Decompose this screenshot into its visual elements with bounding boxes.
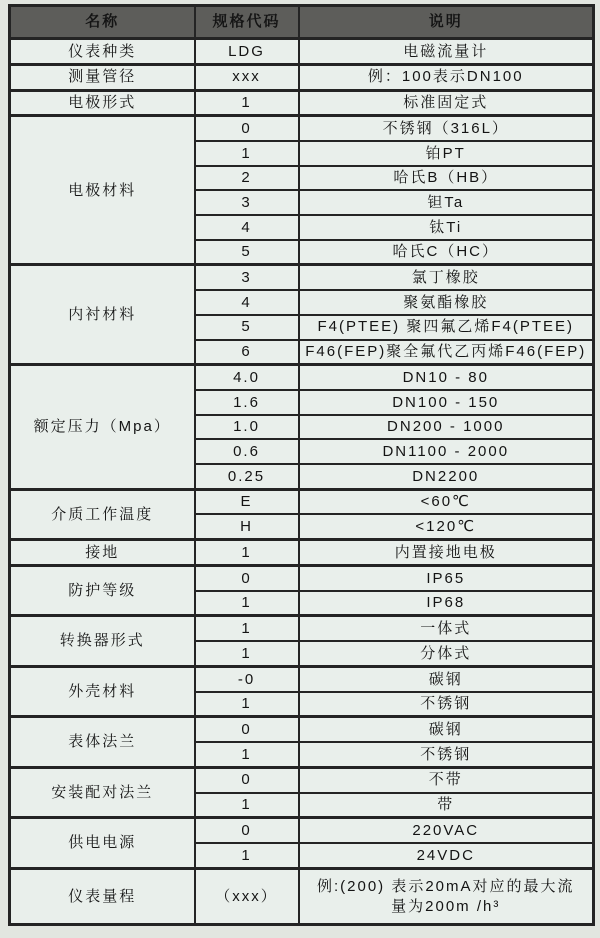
row-group-name: 仪表量程	[10, 869, 195, 925]
row-group-name: 供电电源	[10, 818, 195, 869]
code-cell: 0	[195, 818, 299, 843]
code-cell: 1	[195, 793, 299, 818]
row-group-name: 外壳材料	[10, 666, 195, 716]
table-row	[10, 540, 594, 566]
desc-cell: 聚氨酯橡胶	[299, 290, 594, 315]
desc-cell: 220VAC	[299, 818, 594, 843]
desc-cell: DN200 - 1000	[299, 415, 594, 440]
code-cell: 0	[195, 717, 299, 742]
row-group-name: 仪表种类	[10, 39, 195, 65]
row-group-name: 接地	[10, 540, 195, 566]
table-row	[10, 116, 594, 141]
desc-cell: 标准固定式	[299, 90, 594, 116]
code-cell: LDG	[195, 39, 299, 65]
desc-cell: DN1100 - 2000	[299, 439, 594, 464]
desc-cell: 带	[299, 793, 594, 818]
code-cell: 5	[195, 315, 299, 340]
code-cell: 1	[195, 141, 299, 166]
desc-cell: 钽Ta	[299, 190, 594, 215]
code-cell: 1	[195, 591, 299, 616]
code-cell: 2	[195, 166, 299, 191]
desc-cell: 碳钢	[299, 666, 594, 691]
row-group-name: 安装配对法兰	[10, 767, 195, 817]
table-row	[10, 818, 594, 843]
table-row	[10, 616, 594, 641]
code-cell: 4	[195, 290, 299, 315]
desc-cell: 钛Ti	[299, 215, 594, 240]
code-cell: 3	[195, 190, 299, 215]
code-cell: -0	[195, 666, 299, 691]
row-group-name: 转换器形式	[10, 616, 195, 666]
header-col-desc: 说明	[299, 6, 594, 39]
code-cell: H	[195, 514, 299, 539]
row-group-name: 测量管径	[10, 64, 195, 90]
table-row	[10, 565, 594, 590]
code-cell: 6	[195, 340, 299, 365]
code-cell: 1	[195, 692, 299, 717]
row-group-name: 电极材料	[10, 116, 195, 265]
table-row	[10, 365, 594, 390]
table-row	[10, 717, 594, 742]
table-row	[10, 39, 594, 65]
desc-cell: 内置接地电极	[299, 540, 594, 566]
spec-table-body	[10, 39, 594, 925]
code-cell: 1	[195, 616, 299, 641]
code-cell: 1	[195, 90, 299, 116]
desc-cell: IP68	[299, 591, 594, 616]
table-row	[10, 869, 594, 925]
desc-cell: 例：100表示DN100	[299, 64, 594, 90]
table-row	[10, 64, 594, 90]
desc-cell: 例:(200) 表示20mA对应的最大流量为200m /h³	[299, 869, 594, 925]
code-cell: 4	[195, 215, 299, 240]
desc-cell: F46(FEP)聚全氟代乙丙烯F46(FEP)	[299, 340, 594, 365]
code-cell: 0	[195, 565, 299, 590]
row-group-name: 内衬材料	[10, 265, 195, 365]
code-cell: 5	[195, 240, 299, 265]
table-row	[10, 265, 594, 290]
code-cell: 3	[195, 265, 299, 290]
desc-cell: 不锈钢	[299, 742, 594, 767]
desc-cell: 碳钢	[299, 717, 594, 742]
row-group-name: 电极形式	[10, 90, 195, 116]
header-col-code: 规格代码	[195, 6, 299, 39]
row-group-name: 介质工作温度	[10, 489, 195, 539]
desc-cell: 铂PT	[299, 141, 594, 166]
code-cell: 0.25	[195, 464, 299, 489]
desc-cell: 氯丁橡胶	[299, 265, 594, 290]
spec-table-header	[10, 6, 594, 39]
code-cell: 1	[195, 641, 299, 666]
desc-cell: 分体式	[299, 641, 594, 666]
header-col-name: 名称	[10, 6, 195, 39]
desc-cell: <120℃	[299, 514, 594, 539]
code-cell: （xxx）	[195, 869, 299, 925]
code-cell: 0.6	[195, 439, 299, 464]
spec-table	[8, 4, 595, 926]
desc-cell: 一体式	[299, 616, 594, 641]
code-cell: xxx	[195, 64, 299, 90]
table-row	[10, 767, 594, 792]
desc-cell: 不锈钢（316L）	[299, 116, 594, 141]
code-cell: 1	[195, 540, 299, 566]
table-row	[10, 489, 594, 514]
code-cell: 4.0	[195, 365, 299, 390]
desc-cell: 哈氏C（HC）	[299, 240, 594, 265]
table-row	[10, 90, 594, 116]
code-cell: 1.0	[195, 415, 299, 440]
desc-cell: IP65	[299, 565, 594, 590]
desc-cell: <60℃	[299, 489, 594, 514]
table-row	[10, 666, 594, 691]
code-cell: 1	[195, 843, 299, 868]
desc-cell: DN10 - 80	[299, 365, 594, 390]
row-group-name: 额定压力（Mpa）	[10, 365, 195, 489]
header-row	[10, 6, 594, 39]
desc-cell: 24VDC	[299, 843, 594, 868]
desc-cell: F4(PTEE) 聚四氟乙烯F4(PTEE)	[299, 315, 594, 340]
code-cell: E	[195, 489, 299, 514]
code-cell: 0	[195, 116, 299, 141]
code-cell: 0	[195, 767, 299, 792]
desc-cell: 不锈钢	[299, 692, 594, 717]
row-group-name: 表体法兰	[10, 717, 195, 767]
code-cell: 1	[195, 742, 299, 767]
desc-cell: DN100 - 150	[299, 390, 594, 415]
desc-cell: 电磁流量计	[299, 39, 594, 65]
desc-cell: DN2200	[299, 464, 594, 489]
code-cell: 1.6	[195, 390, 299, 415]
row-group-name: 防护等级	[10, 565, 195, 615]
desc-cell: 哈氏B（HB）	[299, 166, 594, 191]
desc-cell: 不带	[299, 767, 594, 792]
